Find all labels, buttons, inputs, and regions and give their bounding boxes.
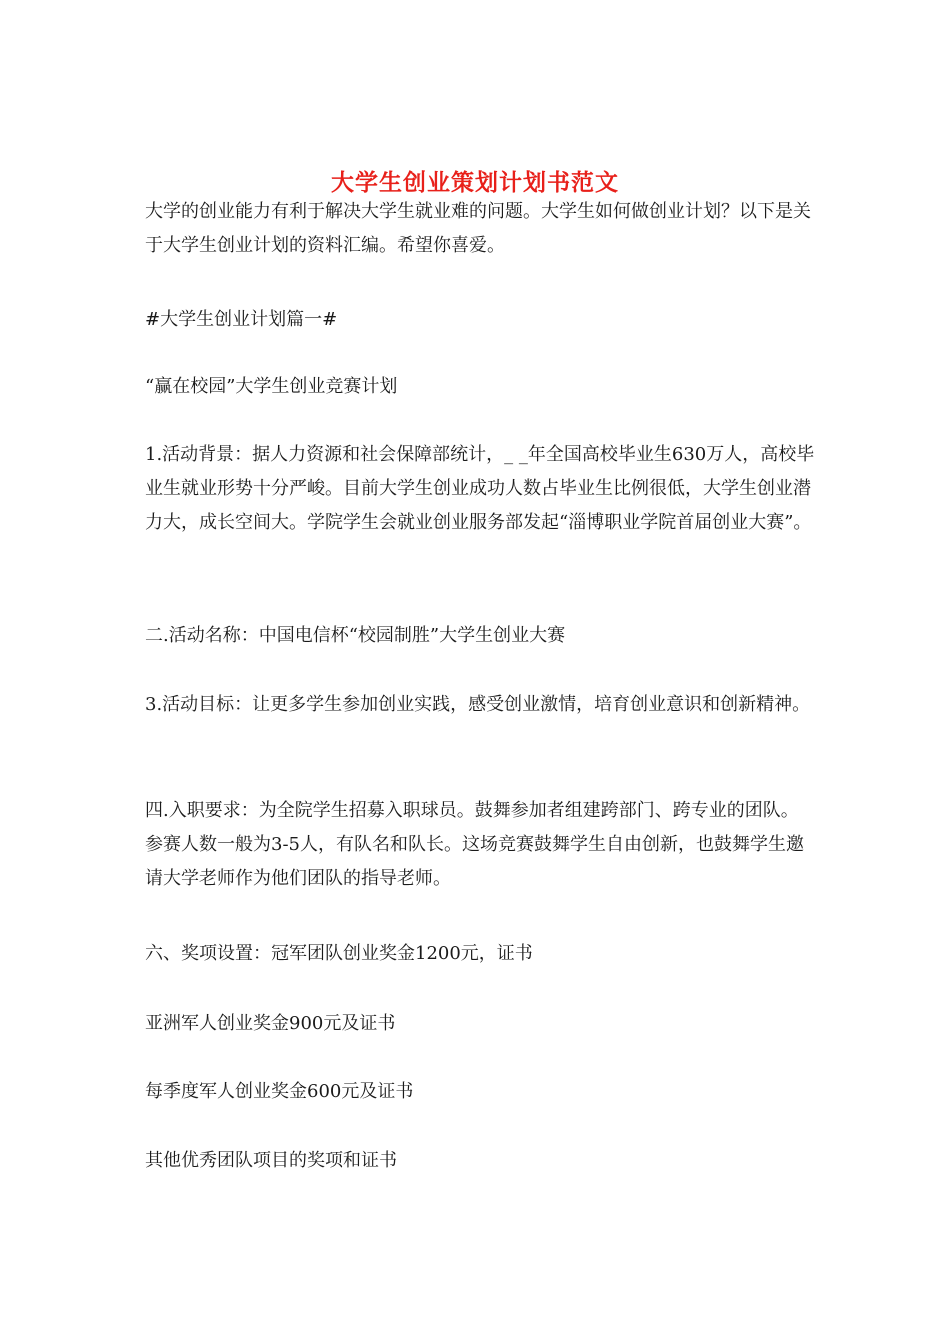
award-third-paragraph: 每季度军人创业奖金600元及证书: [145, 1081, 414, 1102]
entry-requirements-paragraph: 四.入职要求：为全院学生招募入职球员。鼓舞参加者组建跨部门、跨专业的团队。参赛人数一般为3-5人，有队名和队长。这场竞赛鼓舞学生自由创新，也鼓舞学生邀请大学老师作为他们团队的指导老师。: [145, 800, 804, 889]
activity-name-paragraph: 二.活动名称：中国电信杯“校园制胜”大学生创业大赛: [145, 625, 566, 646]
award-other-paragraph: 其他优秀团队项目的奖项和证书: [145, 1150, 397, 1171]
competition-title: “赢在校园”大学生创业竞赛计划: [145, 376, 398, 397]
section-heading-plan-one: #大学生创业计划篇一#: [145, 309, 338, 330]
intro-paragraph: 大学的创业能力有利于解决大学生就业难的问题。大学生如何做创业计划？以下是关于大学生创业计划的资料汇编。希望你喜爱。: [145, 201, 811, 256]
award-second-paragraph: 亚洲军人创业奖金900元及证书: [145, 1013, 396, 1034]
document-title: 大学生创业策划计划书范文: [331, 169, 619, 197]
activity-goal-paragraph: 3.活动目标：让更多学生参加创业实践，感受创业激情，培育创业意识和创新精神。: [145, 694, 811, 715]
awards-paragraph: 六、奖项设置：冠军团队创业奖金1200元，证书: [145, 943, 533, 964]
activity-background-paragraph: 1.活动背景：据人力资源和社会保障部统计，_ _年全国高校毕业生630万人，高校毕业生就业形势十分严峻。目前大学生创业成功人数占毕业生比例很低，大学生创业潜力大，成长空间大。学院学生会就业创业服务部发起“淄博职业学院首届创业大赛”。: [145, 444, 815, 533]
